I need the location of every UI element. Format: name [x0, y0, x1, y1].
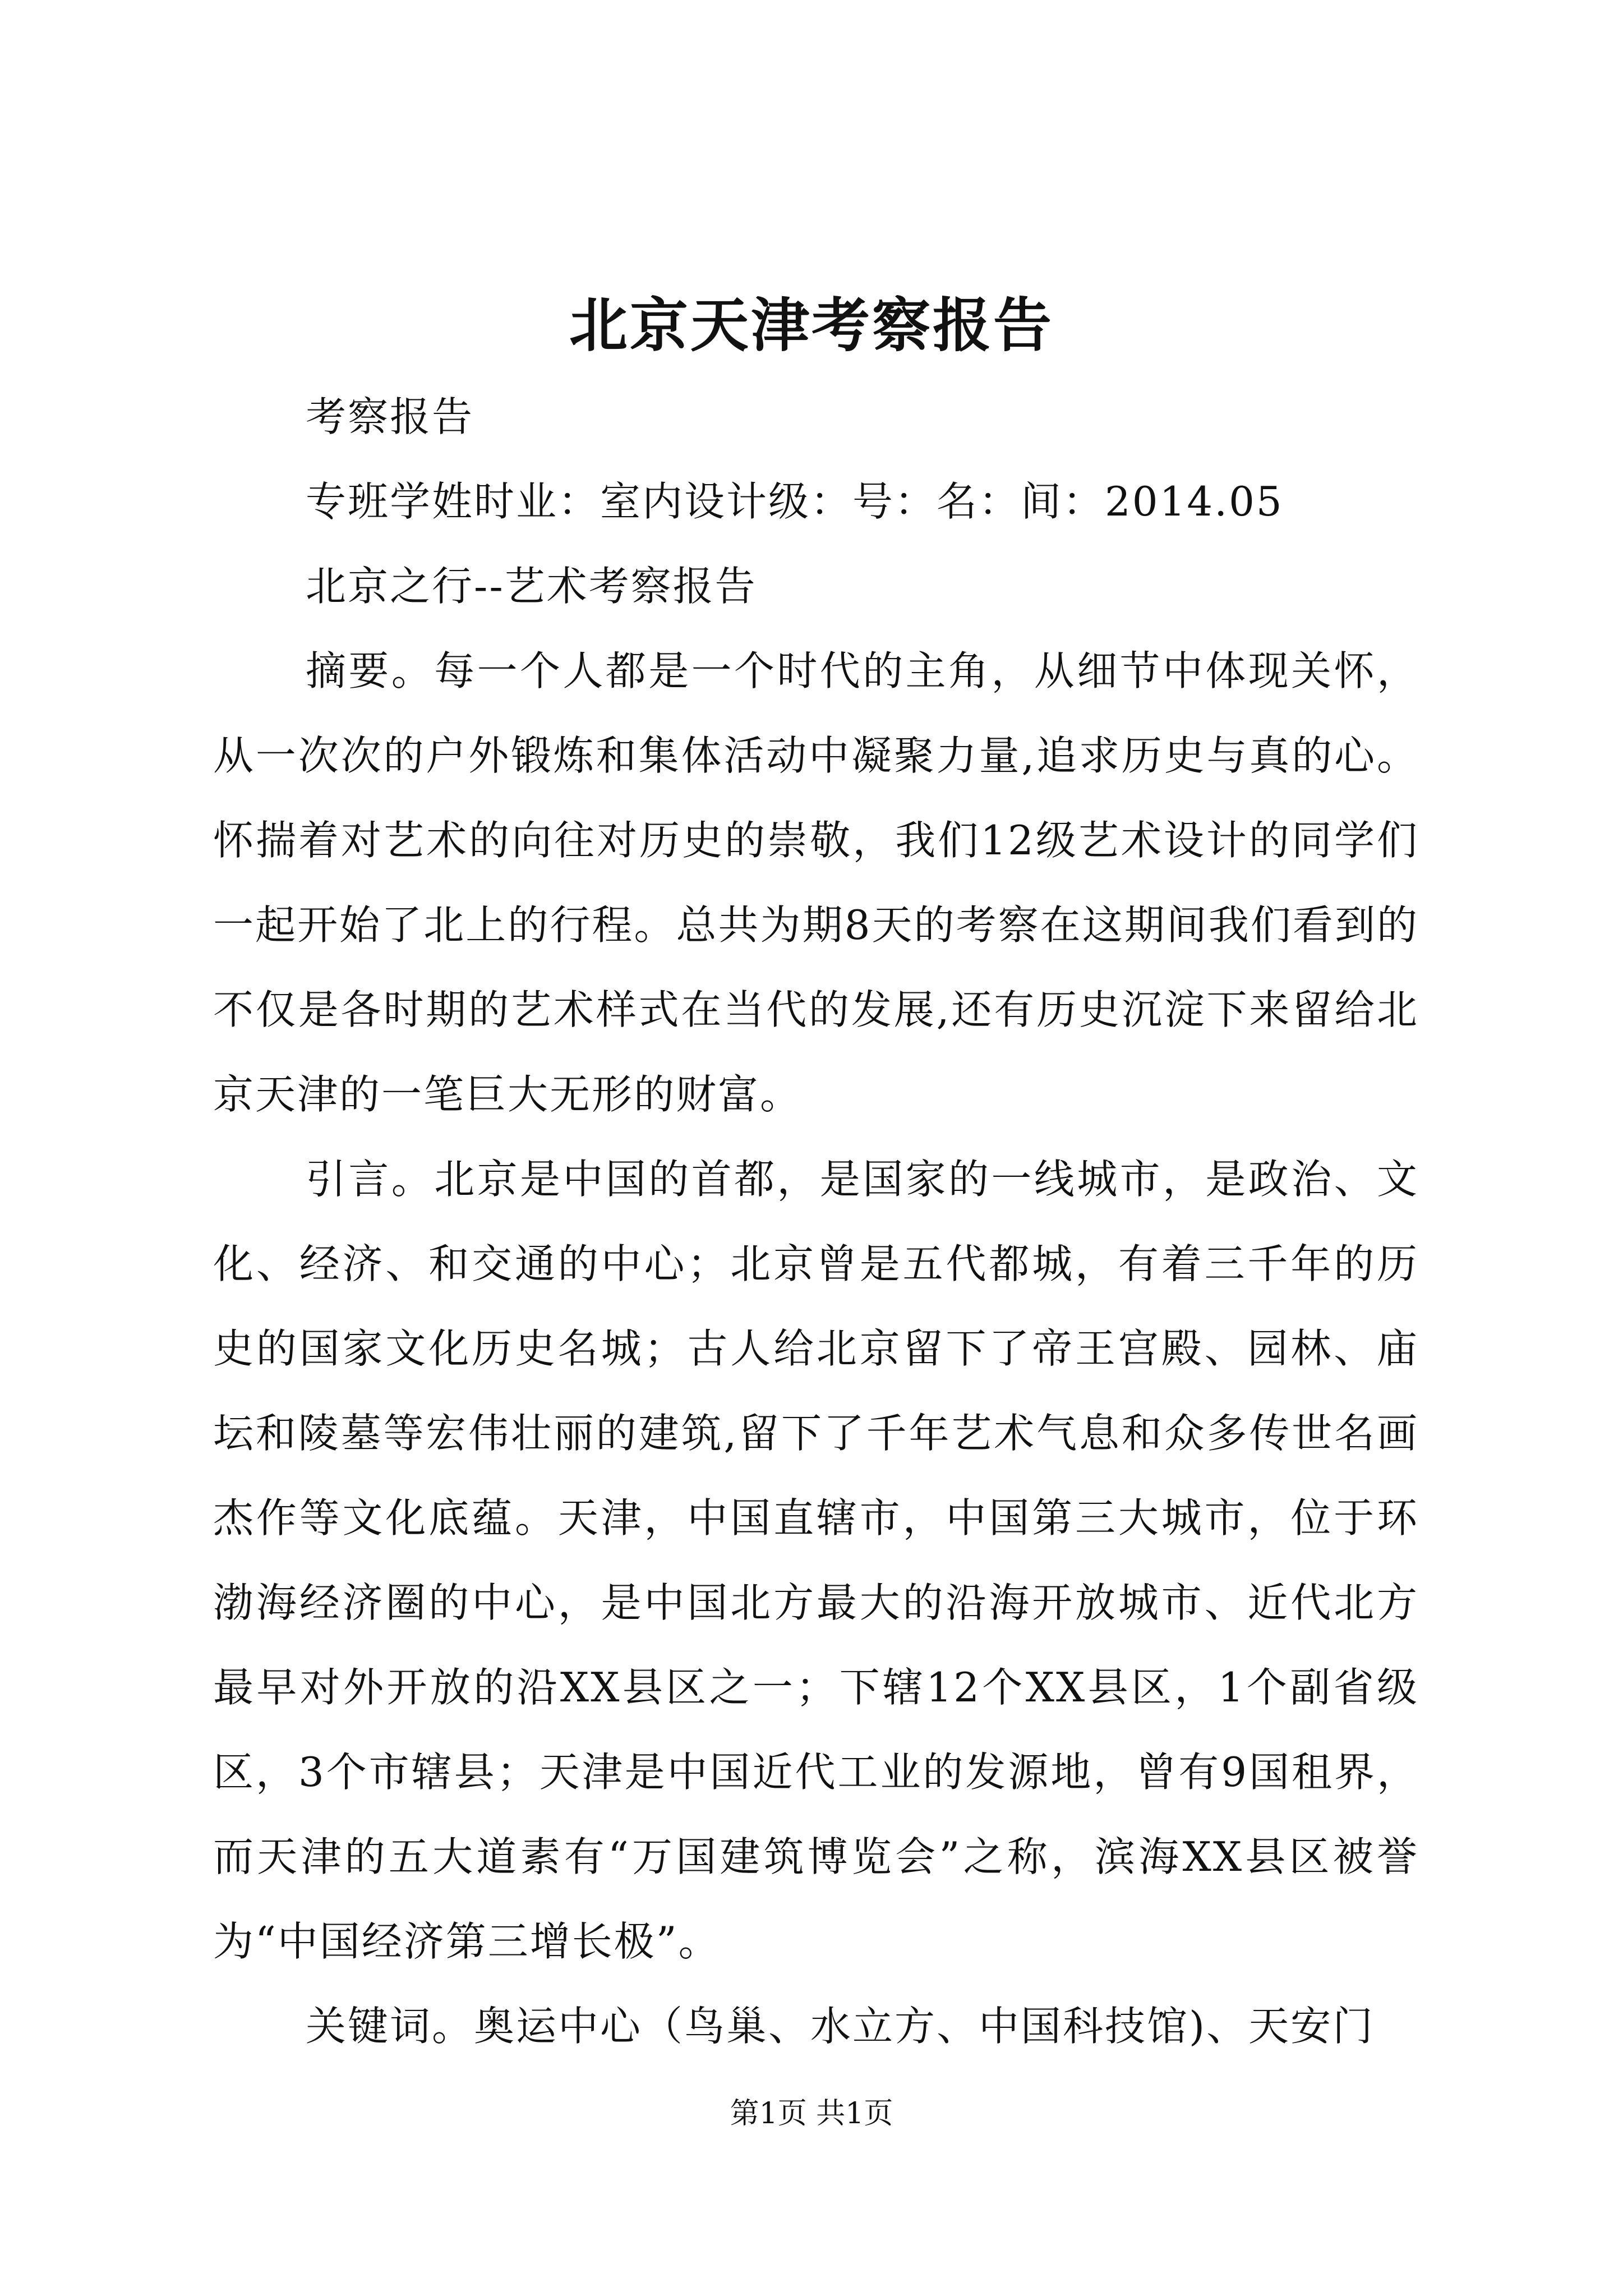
- document-title: 北京天津考察报告: [569, 291, 1054, 360]
- paragraph-subtitle: 北京之行--艺术考察报告: [306, 563, 757, 610]
- document-body: [213, 375, 1419, 2069]
- paragraph-abstract: 摘要。每一个人都是一个时代的主角，从细节中体现关怀，从一次次的户外锻炼和集体活动中凝聚力量,追求历史与真的心。怀揣着对艺术的向往对历史的崇敬，我们12级艺术设计的同学们一起开始了北上的行程。总共为期8天的考察在这期间我们看到的不仅是各时期的艺术样式在当代的发展,还有历史沉淀下来留给北京天津的一笔巨大无形的财富。: [213, 647, 1419, 1118]
- paragraph-keywords: 关键词。奥运中心（鸟巢、水立方、中国科技馆)、天安门: [306, 2003, 1375, 2050]
- page-footer: [0, 2091, 1623, 2136]
- page-number-label: 第1页 共1页: [730, 2097, 893, 2131]
- paragraph-student-info: 专班学姓时业：室内设计级：号：名：间：2014.05: [306, 478, 1284, 525]
- paragraph-report-label: 考察报告: [306, 393, 474, 440]
- paragraph-introduction: 引言。北京是中国的首都，是国家的一线城市，是政治、文化、经济、和交通的中心；北京曾是五代都城，有着三千年的历史的国家文化历史名城；古人给北京留下了帝王宫殿、园林、庙坛和陵墓等宏伟壮丽的建筑,留下了千年艺术气息和众多传世名画杰作等文化底蕴。天津，中国直辖市，中国第三大城市，位于环渤海经济圈的中心，是中国北方最大的沿海开放城市、近代北方最早对外开放的沿XX县区之一；下辖12个XX县区，1个副省级区，3个市辖县；天津是中国近代工业的发源地，曾有9国租界，而天津的五大道素有“万国建筑博览会”之称，滨海XX县区被誉为“中国经济第三增长极”。: [213, 1156, 1419, 1965]
